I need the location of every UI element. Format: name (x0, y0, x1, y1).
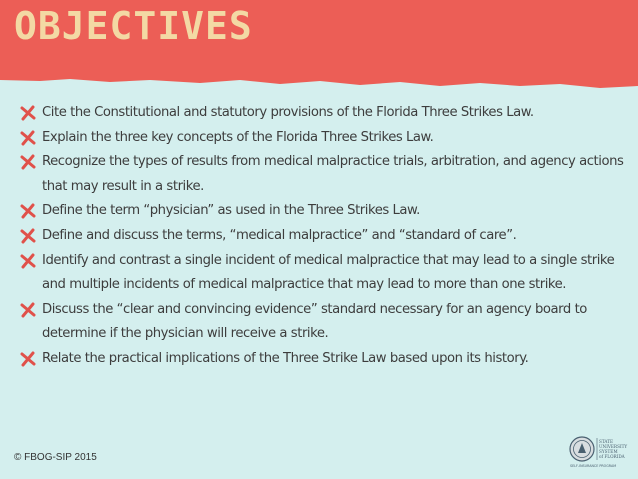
list-item-text: Explain the three key concepts of the Florida Three Strikes Law. (42, 129, 434, 145)
university-seal-icon (568, 434, 632, 470)
list-item-text: Recognize the types of results from medical malpractice trials, arbitration, and agency actions that may result in a strike. (42, 154, 624, 194)
page-title: OBJECTIVES (14, 4, 253, 48)
list-item (20, 347, 632, 372)
x-mark-icon (20, 105, 36, 121)
logo-line: UNIVERSITY (599, 444, 628, 449)
list-item-text: Define the term “physician” as used in the Three Strikes Law. (42, 203, 420, 219)
list-item (20, 249, 632, 298)
x-mark-icon (20, 203, 36, 219)
header-band (0, 0, 638, 92)
list-item (20, 101, 632, 126)
x-mark-icon (20, 302, 36, 318)
list-item-text: Identify and contrast a single incident of medical malpractice that may lead to a single strike and multiple incidents of medical malpractice that may lead to more than one strike. (42, 252, 615, 293)
x-mark-icon (20, 253, 36, 269)
x-mark-icon (20, 351, 36, 367)
list-item-text: Relate the practical implications of the Three Strike Law based upon its history. (42, 350, 529, 366)
x-mark-icon (20, 130, 36, 146)
list-item (20, 126, 632, 151)
list-item-text: Discuss the “clear and convincing evidence” standard necessary for an agency board to determine if the physician will receive a strike. (42, 301, 587, 342)
list-item (20, 150, 632, 199)
copyright-footer: © FBOG-SIP 2015 (14, 452, 97, 463)
list-item (20, 199, 632, 224)
list-item-text: Cite the Constitutional and statutory provisions of the Florida Three Strikes Law. (42, 105, 534, 120)
list-item-text: Define and discuss the terms, “medical malpractice” and “standard of care”. (42, 227, 517, 243)
logo-line: STATE (599, 439, 614, 444)
list-item (20, 298, 632, 347)
x-mark-icon (20, 154, 36, 170)
logo-caption: SELF-INSURANCE PROGRAM (570, 464, 617, 468)
logo-line: SYSTEM (599, 449, 618, 454)
objectives-list (20, 101, 632, 372)
x-mark-icon (20, 228, 36, 244)
logo-line: of FLORIDA (599, 454, 625, 459)
list-item (20, 224, 632, 249)
